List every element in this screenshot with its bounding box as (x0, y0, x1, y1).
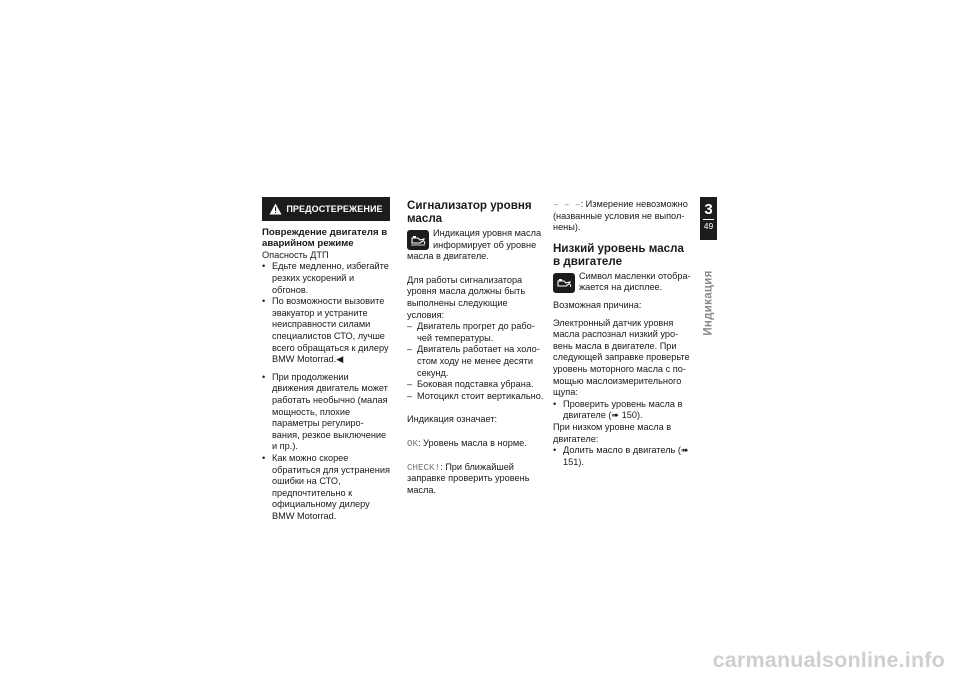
list-item: – Двигатель прогрет до рабо-чей температуры. (407, 321, 545, 344)
cause-text: Электронный датчик уровня масла распознал низкий уро-вень масла в двигателе. При следующей заправке проверьте уровень моторного масла с по-мощью маслоизмерительного щупа: (553, 317, 690, 398)
list-item: • При продолжении движения двигатель может работать необычно (малая мощность, плохие параметры регулиро-вания, резкое выключение и пр.). (262, 372, 390, 453)
list-item: – Мотоцикл стоит вертикально. (407, 391, 545, 403)
low-oil-intro: Символ масленки отобра-жается на дисплее. (579, 270, 691, 293)
chapter-tab (700, 197, 717, 240)
oil-signal-title: Сигнализатор уровня масла (407, 199, 532, 225)
oil-signal-column (407, 199, 545, 496)
dash-text: : Измерение невозможно (названные условия не выпол-нены). (553, 199, 688, 233)
warning-list-1 (262, 261, 390, 365)
oil-signal-intro: Индикация уровня масла информирует об уровне масла в двигателе. (407, 228, 542, 262)
warning-triangle-icon (269, 203, 282, 215)
conditions-list (407, 321, 545, 402)
list-item: • Долить масло в двигатель (➠ 151). (553, 445, 691, 468)
conditions-intro: Для работы сигнализатора уровня масла должны быть выполнены следующие условия: (407, 274, 526, 320)
check-list (553, 399, 691, 422)
meaning-intro: Индикация означает: (407, 414, 498, 425)
low-level-text: При низком уровне масла в двигателе: (553, 421, 672, 444)
cause-label: Возможная причина: (553, 299, 642, 310)
check-code: CHECK! (407, 461, 441, 473)
low-oil-column (553, 199, 691, 468)
list-item: – Боковая подставка убрана. (407, 379, 545, 391)
refill-list (553, 445, 691, 468)
list-item: • По возможности вызовите эвакуатор и устраните неисправности силами специалистов СТО, лучше всего обращаться к дилеру BMW Motorrad.◀ (262, 296, 390, 366)
list-item: • Проверить уровень масла в двигателе (➠ 150). (553, 399, 691, 422)
list-item: • Едьте медленно, избегайте резких ускорений и обгонов. (262, 261, 390, 296)
watermark: carmanualsonline.info (712, 648, 945, 672)
warning-title: Повреждение двигателя в аварийном режиме (262, 227, 388, 250)
dash-line (553, 199, 691, 234)
warning-banner (262, 197, 390, 221)
list-item: • Как можно скорее обратиться для устранения ошибки на СТО, предпочтительно к официальному дилеру BMW Motorrad. (262, 453, 390, 523)
ok-text: : Уровень масла в норме. (418, 437, 527, 448)
chapter-title (692, 258, 726, 348)
chapter-number: 3 (704, 201, 713, 218)
warning-column (262, 197, 390, 522)
check-text: : При ближайшей заправке проверить уровень масла. (407, 461, 530, 495)
list-item: – Двигатель работает на холо-стом ходу не менее десяти секунд. (407, 344, 545, 379)
oil-can-icon (553, 273, 575, 293)
warning-label: ПРЕДОСТЕРЕЖЕНИЕ (286, 204, 383, 214)
warning-danger: Опасность ДТП (262, 249, 329, 260)
warning-list-2 (262, 372, 390, 523)
check-line (407, 462, 545, 497)
page-number: 49 (703, 221, 714, 231)
ok-line (407, 438, 545, 450)
ok-code: OK (407, 437, 419, 449)
oil-level-icon (407, 230, 429, 250)
chapter-title-text: Индикация (703, 270, 716, 336)
low-oil-title: Низкий уровень масла в двигателе (553, 241, 684, 268)
dash-code: – – – (553, 199, 581, 210)
